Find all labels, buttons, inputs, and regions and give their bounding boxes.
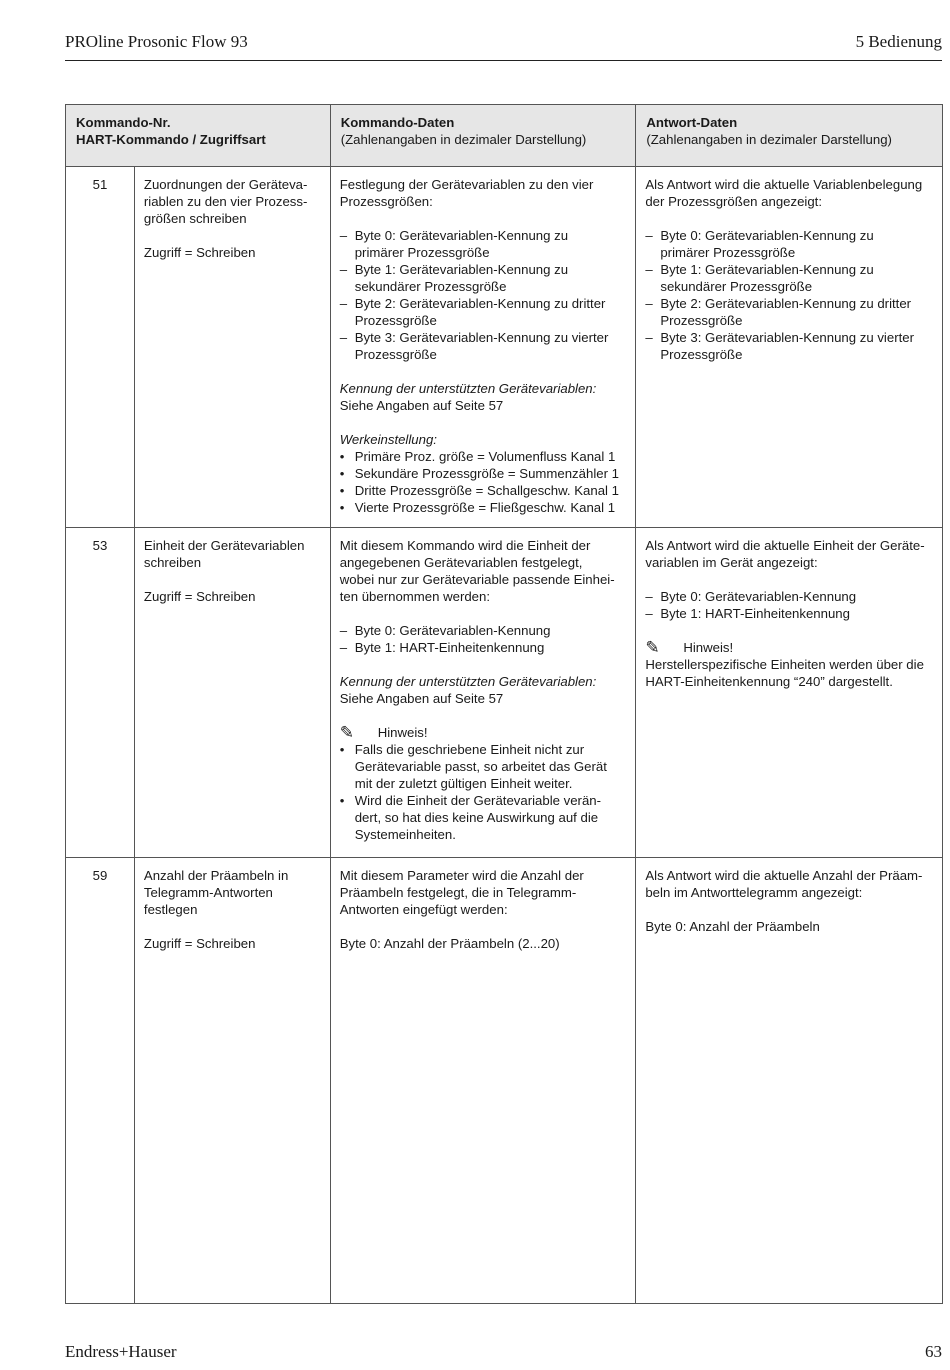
text-line: ten übernommen werden:: [339, 589, 490, 604]
hint-note: [645, 639, 933, 656]
list-item: – Byte 1: Gerätevariablen-Kennung zu sekundärer Prozessgröße: [645, 262, 874, 294]
text-line: HART-Einheitenkennung “240” dargestellt.: [645, 674, 893, 689]
command-data: [330, 167, 636, 528]
list-item: • Vierte Prozessgröße = Fließgeschw. Kanal 1: [339, 500, 616, 515]
access-mode: Zugriff = Schreiben: [143, 245, 256, 260]
response-data: [636, 528, 943, 858]
command-data: [330, 858, 636, 1304]
text-line: Antworten eingefügt werden:: [339, 902, 508, 917]
text-line: Werkeinstellung:: [339, 432, 437, 447]
byte-list: [645, 588, 933, 622]
text-line: beln im Antworttelegramm angezeigt:: [645, 885, 863, 900]
table-row: [66, 167, 943, 528]
text-line: Kennung der unterstützten Gerätevariablen:: [339, 674, 597, 689]
header-response-data: [636, 105, 943, 167]
table-row: [66, 858, 943, 1304]
text-line: schreiben: [143, 555, 202, 570]
list-item: – Byte 2: Gerätevariablen-Kennung zu dritter Prozessgröße: [339, 296, 606, 328]
text-line: Präambeln festgelegt, die in Telegramm-: [339, 885, 577, 900]
header-subtext: (Zahlenangaben in dezimaler Darstellung): [340, 132, 587, 147]
list-item: • Wird die Einheit der Gerätevariable verän- dert, so hat dies keine Auswirkung auf die Systemeinheiten.: [339, 793, 601, 842]
command-number: 53: [66, 528, 135, 858]
text-line: Festlegung der Gerätevariablen zu den vier: [339, 177, 594, 192]
text-line: Herstellerspezifische Einheiten werden über die: [645, 657, 924, 672]
page-number: 63: [925, 1342, 942, 1361]
hint-title: Hinweis!: [683, 640, 734, 655]
command-description: [134, 528, 330, 858]
text-line: Prozessgrößen:: [339, 194, 433, 209]
default-settings-list: [340, 448, 627, 516]
text-line: Byte 0: Anzahl der Präambeln (2...20): [339, 936, 560, 951]
hart-command-table: [65, 104, 943, 1304]
header-text: HART-Kommando / Zugriffsart: [76, 132, 266, 147]
list-item: • Primäre Proz. größe = Volumenfluss Kanal 1: [339, 449, 616, 464]
response-data: [636, 167, 943, 528]
header-subtext: (Zahlenangaben in dezimaler Darstellung): [646, 132, 892, 147]
pencil-hint-icon: ✎: [339, 723, 354, 742]
access-mode: Zugriff = Schreiben: [143, 936, 256, 951]
company-logo-text: Endress+Hauser: [65, 1342, 177, 1361]
list-item: • Sekundäre Prozessgröße = Summenzähler 1: [339, 466, 619, 481]
header-command-no: [66, 105, 331, 167]
hint-list: [340, 741, 627, 843]
list-item: – Byte 2: Gerätevariablen-Kennung zu dritter Prozessgröße: [645, 296, 912, 328]
access-mode: Zugriff = Schreiben: [143, 589, 256, 604]
command-description: [134, 167, 330, 528]
text-line: angegebenen Gerätevariablen festgelegt,: [339, 555, 583, 570]
text-line: Als Antwort wird die aktuelle Anzahl der Präam-: [645, 868, 923, 883]
text-line: Byte 0: Anzahl der Präambeln: [645, 919, 820, 934]
command-description: [134, 858, 330, 1304]
response-data: [636, 858, 943, 1304]
text-line: wobei nur zur Gerätevariable passende Einhei-: [339, 572, 615, 587]
text-line: Anzahl der Präambeln in: [143, 868, 289, 883]
list-item: – Byte 1: Gerätevariablen-Kennung zu sekundärer Prozessgröße: [339, 262, 569, 294]
text-line: Zuordnungen der Geräteva-: [143, 177, 308, 192]
header-text: Kommando-Nr.: [76, 115, 171, 130]
pencil-hint-icon: ✎: [645, 638, 660, 657]
list-item: • Dritte Prozessgröße = Schallgeschw. Kanal 1: [339, 483, 619, 498]
document-title: PROline Prosonic Flow 93: [65, 32, 248, 51]
header-command-data: [330, 105, 636, 167]
list-item: – Byte 0: Gerätevariablen-Kennung zu primärer Prozessgröße: [645, 228, 874, 260]
page-reference: Siehe Angaben auf Seite 57: [339, 398, 504, 413]
byte-list: [340, 227, 627, 363]
text-line: Mit diesem Kommando wird die Einheit der: [339, 538, 591, 553]
byte-list: [340, 622, 627, 656]
text-line: Kennung der unterstützten Gerätevariablen:: [339, 381, 597, 396]
list-item: – Byte 0: Gerätevariablen-Kennung: [645, 589, 857, 604]
list-item: – Byte 3: Gerätevariablen-Kennung zu vierter Prozessgröße: [339, 330, 609, 362]
command-number: 51: [66, 167, 135, 528]
list-item: • Falls die geschriebene Einheit nicht zur Gerätevariable passt, so arbeitet das Gerät mit der zuletzt gültigen Einheit weiter.: [339, 742, 607, 791]
byte-list: [645, 227, 933, 363]
text-line: Als Antwort wird die aktuelle Einheit der Geräte-: [645, 538, 925, 553]
page-header: [65, 30, 942, 61]
text-line: Einheit der Gerätevariablen: [143, 538, 305, 553]
list-item: – Byte 1: HART-Einheitenkennung: [339, 640, 545, 655]
list-item: – Byte 3: Gerätevariablen-Kennung zu vierter Prozessgröße: [645, 330, 914, 362]
chapter-title: 5 Bedienung: [855, 32, 942, 51]
header-text: Antwort-Daten: [646, 115, 738, 130]
text-line: Telegramm-Antworten: [143, 885, 273, 900]
text-line: der Prozessgrößen angezeigt:: [645, 194, 823, 209]
hint-title: Hinweis!: [377, 725, 428, 740]
hint-note: [340, 724, 627, 741]
command-data: [330, 528, 636, 858]
text-line: Mit diesem Parameter wird die Anzahl der: [339, 868, 584, 883]
list-item: – Byte 0: Gerätevariablen-Kennung zu primärer Prozessgröße: [339, 228, 569, 260]
list-item: – Byte 0: Gerätevariablen-Kennung: [339, 623, 551, 638]
table-header-row: [66, 105, 943, 167]
list-item: – Byte 1: HART-Einheitenkennung: [645, 606, 850, 621]
text-line: variablen im Gerät angezeigt:: [645, 555, 818, 570]
text-line: riablen zu den vier Prozess-: [143, 194, 308, 209]
text-line: größen schreiben: [143, 211, 247, 226]
text-line: festlegen: [143, 902, 198, 917]
page-reference: Siehe Angaben auf Seite 57: [339, 691, 504, 706]
text-line: Als Antwort wird die aktuelle Variablenbelegung: [645, 177, 923, 192]
command-number: 59: [66, 858, 135, 1304]
header-text: Kommando-Daten: [340, 115, 455, 130]
table-row: [66, 528, 943, 858]
